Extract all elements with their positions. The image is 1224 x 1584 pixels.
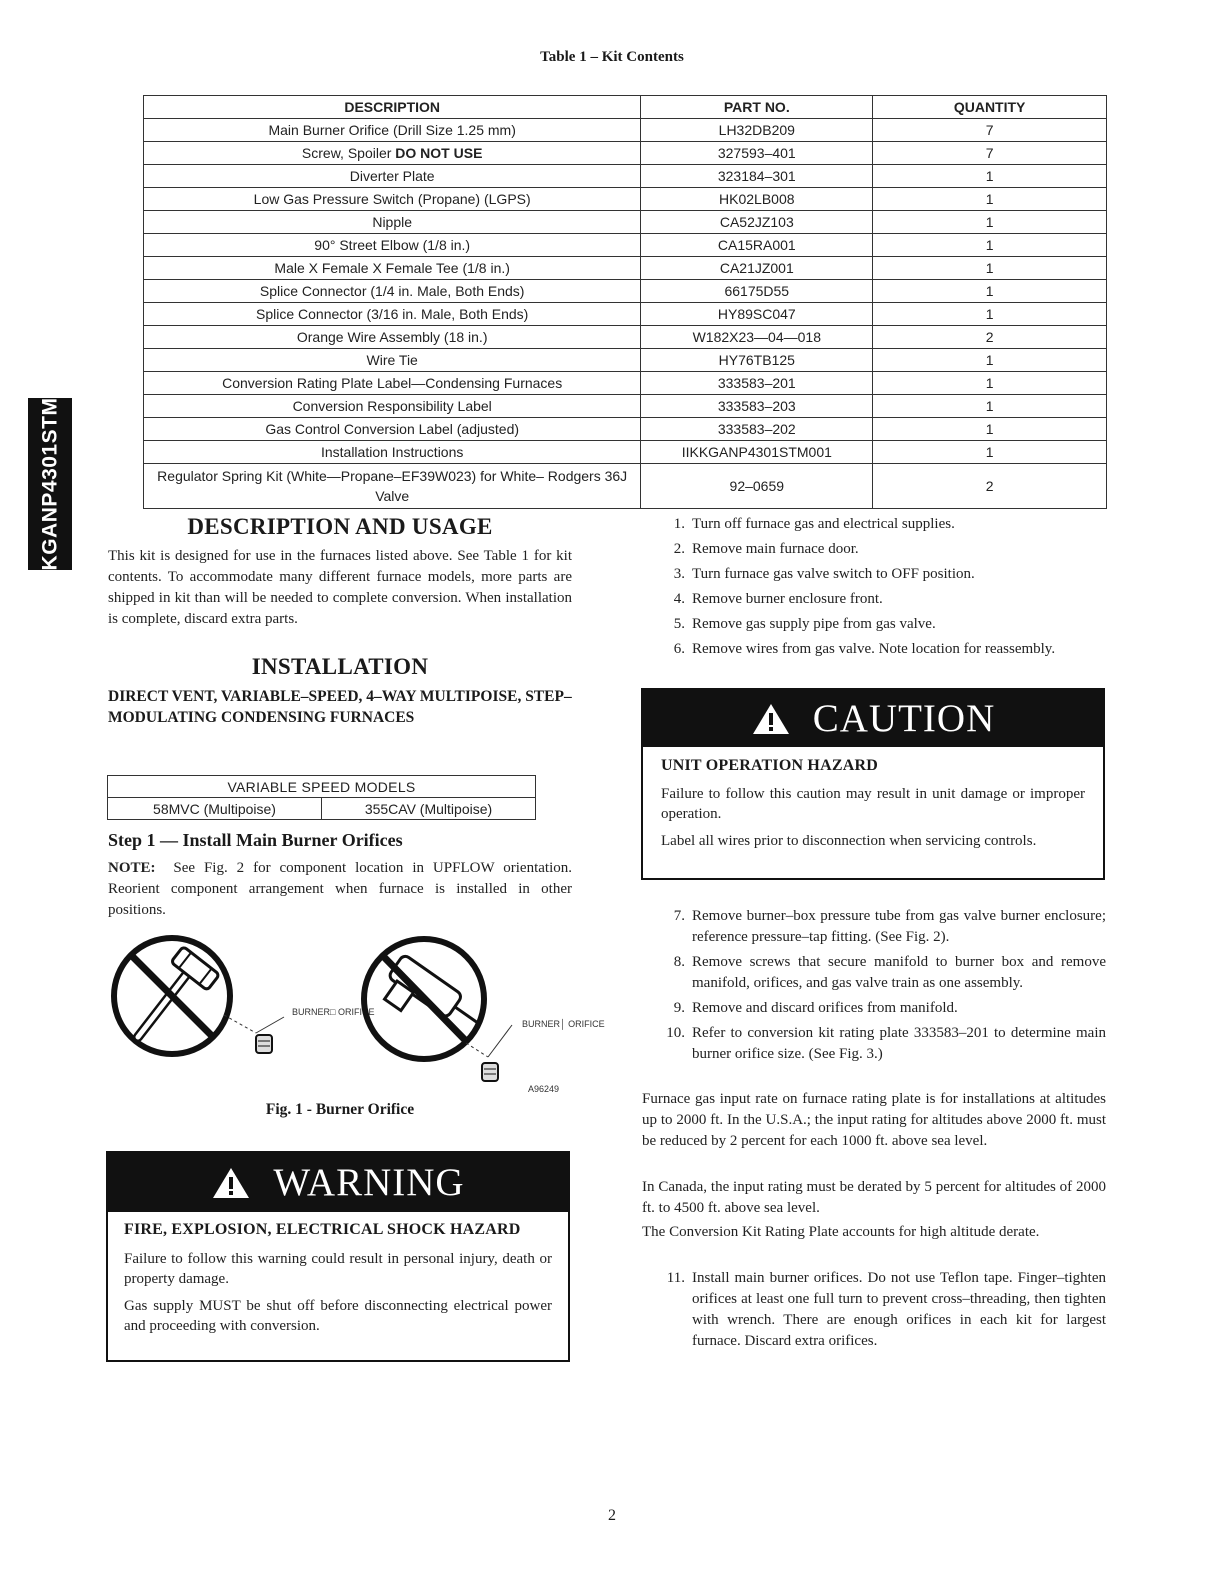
table-row bbox=[144, 142, 1107, 165]
description-cell: Regulator Spring Kit (White—Propane–EF39W023) for White– Rodgers 36J Valve bbox=[144, 464, 641, 509]
step-text: Remove and discard orifices from manifold. bbox=[692, 1000, 958, 1016]
step-number: 11. bbox=[666, 1270, 685, 1286]
note-paragraph bbox=[108, 858, 572, 921]
step-item bbox=[662, 1023, 1106, 1065]
step-number: 5. bbox=[673, 616, 685, 632]
installation-heading: INSTALLATION bbox=[251, 654, 429, 679]
step-text: Turn furnace gas valve switch to OFF position. bbox=[692, 566, 975, 582]
quantity-cell: 1 bbox=[873, 188, 1107, 211]
step-text: Remove screws that secure manifold to burner box and remove manifold, orifices, and gas valve train as one assembly. bbox=[692, 954, 1106, 991]
step-item bbox=[662, 998, 1106, 1019]
table-row bbox=[144, 349, 1107, 372]
description-cell: Nipple bbox=[144, 211, 641, 234]
description-cell: Splice Connector (1/4 in. Male, Both Ends) bbox=[144, 280, 641, 303]
variable-speed-models-table bbox=[107, 775, 536, 820]
description-cell: Low Gas Pressure Switch (Propane) (LGPS) bbox=[144, 188, 641, 211]
step-text: Remove wires from gas valve. Note location for reassembly. bbox=[692, 641, 1056, 657]
quantity-cell: 2 bbox=[873, 326, 1107, 349]
burner-orifice-icon-left bbox=[224, 1015, 284, 1053]
step-item bbox=[662, 952, 1106, 994]
step-item bbox=[662, 639, 1106, 660]
table-row bbox=[144, 234, 1107, 257]
description-cell: Diverter Plate bbox=[144, 165, 641, 188]
part-number-cell: HK02LB008 bbox=[641, 188, 873, 211]
table-row bbox=[144, 303, 1107, 326]
step-text: Turn off furnace gas and electrical supplies. bbox=[692, 516, 955, 532]
step-text: Refer to conversion kit rating plate 333583–201 to determine main burner orifice size. (See Fig. 3.) bbox=[692, 1025, 1106, 1062]
quantity-cell: 1 bbox=[873, 211, 1107, 234]
warning-triangle-icon bbox=[211, 1166, 251, 1200]
column-header-part-no: PART NO. bbox=[641, 96, 873, 119]
warning-word: WARNING bbox=[273, 1161, 465, 1204]
step-number: 9. bbox=[673, 1000, 685, 1016]
table-row bbox=[144, 165, 1107, 188]
warning-box bbox=[106, 1151, 570, 1362]
table-row bbox=[144, 119, 1107, 142]
description-cell: Orange Wire Assembly (18 in.) bbox=[144, 326, 641, 349]
canada-paragraph: In Canada, the input rating must be derated by 5 percent for altitudes of 2000 ft. to 4500 ft. above sea level. bbox=[642, 1179, 1106, 1216]
caution-header bbox=[643, 690, 1103, 747]
fig-label-left: BURNER□ ORIFICE bbox=[292, 1007, 375, 1017]
step-item bbox=[662, 539, 1106, 560]
step-item bbox=[662, 906, 1106, 948]
table-row bbox=[144, 441, 1107, 464]
part-number-cell: 333583–202 bbox=[641, 418, 873, 441]
warning-paragraph: Failure to follow this warning could result in personal injury, death or property damage. bbox=[124, 1251, 552, 1287]
part-number-cell: 323184–301 bbox=[641, 165, 873, 188]
description-cell: 90° Street Elbow (1/8 in.) bbox=[144, 234, 641, 257]
caution-title: UNIT OPERATION HAZARD bbox=[661, 757, 878, 774]
models-table-header: VARIABLE SPEED MODELS bbox=[108, 776, 536, 798]
quantity-cell: 7 bbox=[873, 142, 1107, 165]
figure-caption: Fig. 1 - Burner Orifice bbox=[265, 1101, 415, 1118]
note-label: NOTE: bbox=[108, 860, 156, 876]
burner-orifice-figure bbox=[108, 925, 605, 1095]
step-number: 8. bbox=[673, 954, 685, 970]
model-cell: 58MVC (Multipoise) bbox=[108, 798, 322, 820]
altitude-paragraph: Furnace gas input rate on furnace rating plate is for installations at altitudes up to 2000 ft. In the U.S.A.; the input rating for altitudes above 2000 ft. must be reduced by 2 percent for each 1000 ft. above sea level. bbox=[642, 1091, 1106, 1149]
column-header-quantity: QUANTITY bbox=[873, 96, 1107, 119]
part-number-cell: LH32DB209 bbox=[641, 119, 873, 142]
step-number: 3. bbox=[673, 566, 685, 582]
table-row bbox=[144, 280, 1107, 303]
part-number-cell: HY89SC047 bbox=[641, 303, 873, 326]
no-drill-icon bbox=[364, 939, 486, 1059]
caution-word: CAUTION bbox=[812, 697, 996, 740]
quantity-cell: 1 bbox=[873, 234, 1107, 257]
table-row bbox=[144, 188, 1107, 211]
table-row bbox=[144, 395, 1107, 418]
description-body: This kit is designed for use in the furnaces listed above. See Table 1 for kit contents. To accommodate many different furnace models, more parts are shipped in kit than will be needed to complete conversion. When installation is complete, discard extra parts. bbox=[108, 548, 572, 627]
step-item bbox=[662, 1268, 1106, 1352]
part-number-cell: IIKKGANP4301STM001 bbox=[641, 441, 873, 464]
caution-paragraph: Failure to follow this caution may result in unit damage or improper operation. bbox=[661, 786, 1085, 822]
kit-table-body bbox=[144, 119, 1107, 509]
quantity-cell: 1 bbox=[873, 441, 1107, 464]
warning-header bbox=[108, 1153, 568, 1212]
quantity-cell: 1 bbox=[873, 303, 1107, 326]
table-row bbox=[144, 372, 1107, 395]
quantity-cell: 1 bbox=[873, 257, 1107, 280]
part-number-cell: 327593–401 bbox=[641, 142, 873, 165]
figure-code: A96249 bbox=[528, 1084, 560, 1094]
description-cell: Main Burner Orifice (Drill Size 1.25 mm) bbox=[144, 119, 641, 142]
step-text: Install main burner orifices. Do not use Teflon tape. Finger–tighten orifices at least one full turn to prevent cross–threading, then tighten with wrench. There are enough orifices in each kit for largest furnace. Discard extra orifices. bbox=[692, 1270, 1106, 1349]
quantity-cell: 1 bbox=[873, 349, 1107, 372]
step-item bbox=[662, 564, 1106, 585]
description-cell: Gas Control Conversion Label (adjusted) bbox=[144, 418, 641, 441]
step-text: Remove gas supply pipe from gas valve. bbox=[692, 616, 936, 632]
step-text: Remove main furnace door. bbox=[692, 541, 859, 557]
fig-label-right: BURNER│ ORIFICE bbox=[522, 1019, 605, 1029]
step-number: 2. bbox=[673, 541, 685, 557]
quantity-cell: 1 bbox=[873, 395, 1107, 418]
no-hammer-icon bbox=[114, 938, 230, 1054]
quantity-cell: 1 bbox=[873, 280, 1107, 303]
step-number: 1. bbox=[673, 516, 685, 532]
step-text: Remove burner–box pressure tube from gas valve burner enclosure; reference pressure–tap fitting. (See Fig. 2). bbox=[692, 908, 1106, 945]
derate-paragraph: The Conversion Kit Rating Plate accounts for high altitude derate. bbox=[642, 1224, 1040, 1240]
table-row bbox=[144, 464, 1107, 509]
caution-paragraph: Label all wires prior to disconnection when servicing controls. bbox=[661, 833, 1037, 849]
steps-list-a bbox=[662, 514, 1106, 664]
part-number-cell: 333583–201 bbox=[641, 372, 873, 395]
step1-heading: Step 1 — Install Main Burner Orifices bbox=[108, 830, 403, 850]
installation-subheading: DIRECT VENT, VARIABLE–SPEED, 4–WAY MULTIPOISE, STEP–MODULATING CONDENSING FURNACES bbox=[108, 688, 572, 726]
quantity-cell: 2 bbox=[873, 464, 1107, 509]
step-number: 4. bbox=[673, 591, 685, 607]
description-cell: Male X Female X Female Tee (1/8 in.) bbox=[144, 257, 641, 280]
steps-list-c bbox=[662, 1268, 1106, 1356]
warning-paragraph: Gas supply MUST be shut off before disconnecting electrical power and proceeding with conversion. bbox=[124, 1298, 552, 1334]
description-cell: Wire Tie bbox=[144, 349, 641, 372]
quantity-cell: 1 bbox=[873, 165, 1107, 188]
part-number-cell: CA15RA001 bbox=[641, 234, 873, 257]
table-title: Table 1 – Kit Contents bbox=[540, 49, 684, 65]
description-cell: Conversion Responsibility Label bbox=[144, 395, 641, 418]
step-item bbox=[662, 514, 1106, 535]
step-number: 10. bbox=[666, 1025, 685, 1041]
step-text: Remove burner enclosure front. bbox=[692, 591, 883, 607]
description-cell: Conversion Rating Plate Label—Condensing Furnaces bbox=[144, 372, 641, 395]
quantity-cell: 7 bbox=[873, 119, 1107, 142]
quantity-cell: 1 bbox=[873, 418, 1107, 441]
kit-contents-table bbox=[143, 95, 1107, 509]
note-body: See Fig. 2 for component location in UPFLOW orientation. Reorient component arrangement when furnace is installed in other positions. bbox=[108, 860, 572, 918]
caution-triangle-icon bbox=[751, 702, 791, 736]
description-heading: DESCRIPTION AND USAGE bbox=[187, 514, 493, 539]
step-item bbox=[662, 614, 1106, 635]
table-row bbox=[144, 257, 1107, 280]
part-number-cell: CA21JZ001 bbox=[641, 257, 873, 280]
steps-list-b bbox=[662, 906, 1106, 1069]
part-number-cell: W182X23—04—018 bbox=[641, 326, 873, 349]
description-cell: Screw, Spoiler DO NOT USE bbox=[144, 142, 641, 165]
table-header-row bbox=[144, 96, 1107, 119]
description-cell: Splice Connector (3/16 in. Male, Both Ends) bbox=[144, 303, 641, 326]
part-number-cell: CA52JZ103 bbox=[641, 211, 873, 234]
step-number: 6. bbox=[673, 641, 685, 657]
description-cell: Installation Instructions bbox=[144, 441, 641, 464]
side-tab bbox=[28, 398, 72, 570]
side-tab-label: KGANP4301STM bbox=[38, 397, 62, 571]
column-header-description: DESCRIPTION bbox=[144, 96, 641, 119]
step-item bbox=[662, 589, 1106, 610]
part-number-cell: 92–0659 bbox=[641, 464, 873, 509]
table-row bbox=[144, 326, 1107, 349]
part-number-cell: 66175D55 bbox=[641, 280, 873, 303]
quantity-cell: 1 bbox=[873, 372, 1107, 395]
step-number: 7. bbox=[673, 908, 685, 924]
caution-box bbox=[641, 688, 1105, 880]
part-number-cell: HY76TB125 bbox=[641, 349, 873, 372]
table-row bbox=[144, 418, 1107, 441]
part-number-cell: 333583–203 bbox=[641, 395, 873, 418]
page-number: 2 bbox=[608, 1507, 616, 1524]
table-row bbox=[144, 211, 1107, 234]
model-cell: 355CAV (Multipoise) bbox=[322, 798, 536, 820]
warning-title: FIRE, EXPLOSION, ELECTRICAL SHOCK HAZARD bbox=[124, 1221, 521, 1238]
